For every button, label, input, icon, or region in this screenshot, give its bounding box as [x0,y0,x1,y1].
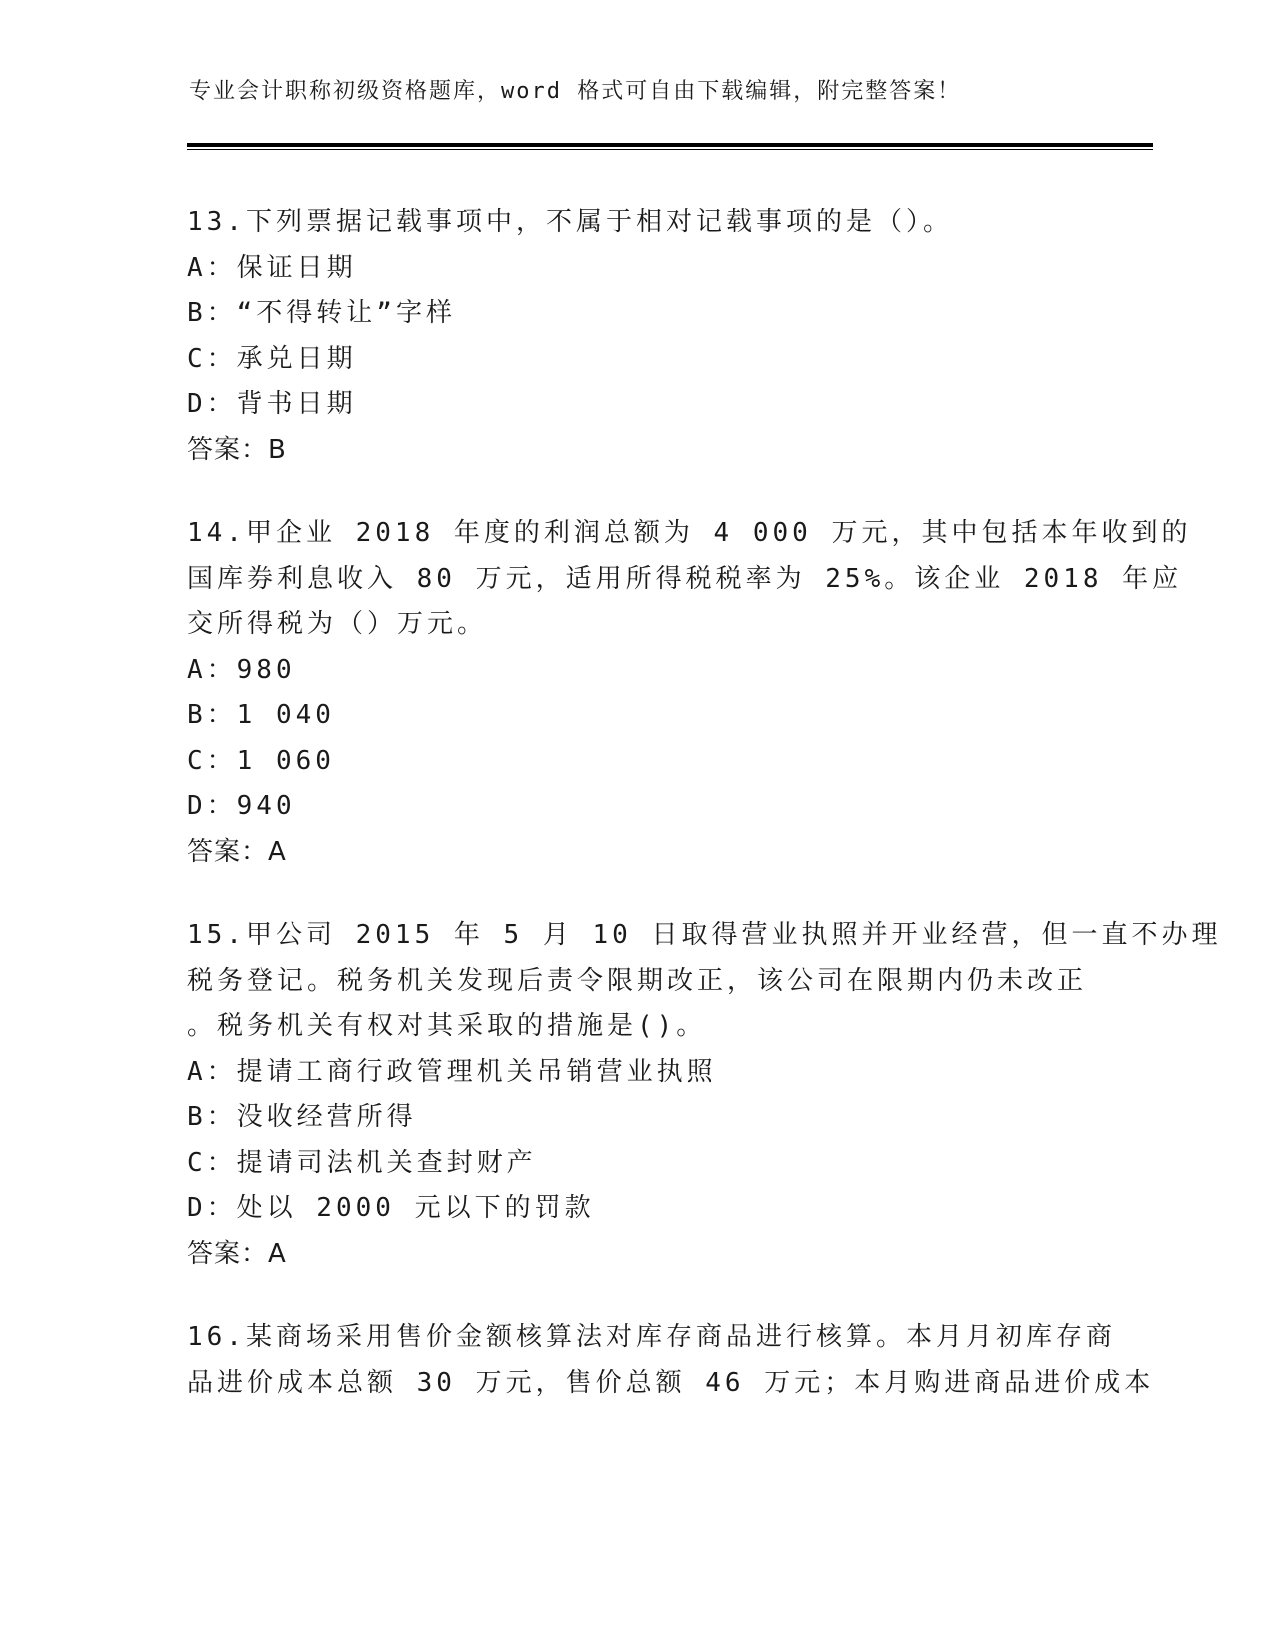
option-b: B：“不得转让”字样 [187,298,456,328]
question-stem: 交所得税为（）万元。 [187,609,488,639]
option-c: C：承兑日期 [187,343,357,374]
question-stem: 。税务机关有权对其采取的措施是()。 [187,1011,707,1041]
option-a: A：提请工商行政管理机关吊销营业执照 [187,1056,717,1087]
question-stem: 税务登记。税务机关发现后责令限期改正，该公司在限期内仍未改正 [187,965,1088,996]
header-rule-thick [187,143,1153,147]
option-d: D：940 [187,791,296,821]
question-stem: 14.甲企业 2018 年度的利润总额为 4 000 万元，其中包括本年收到的 [187,518,1192,548]
option-d: D：背书日期 [187,389,357,419]
option-c: C：1 060 [187,745,335,776]
question-stem: 国库券利息收入 80 万元，适用所得税税率为 25%。该企业 2018 年应 [187,563,1183,594]
answer-label: 答案：B [187,434,287,465]
question-15 [187,913,1222,1277]
option-a: A：980 [187,654,296,685]
option-a: A：保证日期 [187,252,357,283]
option-b: B：没收经营所得 [187,1102,417,1132]
question-stem: 品进价成本总额 30 万元，售价总额 46 万元；本月购进商品进价成本 [187,1367,1155,1398]
header-rule-thin [187,149,1153,150]
page-header: 专业会计职称初级资格题库，word 格式可自由下载编辑，附完整答案！ [189,79,962,104]
question-stem: 15.甲公司 2015 年 5 月 10 日取得营业执照并开业经营，但一直不办理 [187,920,1222,950]
option-c: C：提请司法机关查封财产 [187,1147,537,1178]
answer-label: 答案：A [187,836,287,867]
question-14 [187,511,1192,875]
question-stem: 13.下列票据记载事项中，不属于相对记载事项的是（）。 [187,207,953,237]
question-list [187,200,1222,1444]
question-stem: 16.某商场采用售价金额核算法对库存商品进行核算。本月月初库存商 [187,1322,1116,1352]
answer-label: 答案：A [187,1238,287,1269]
question-13 [187,200,1087,473]
option-d: D：处以 2000 元以下的罚款 [187,1193,595,1223]
option-b: B：1 040 [187,700,335,730]
question-16 [187,1315,1155,1406]
